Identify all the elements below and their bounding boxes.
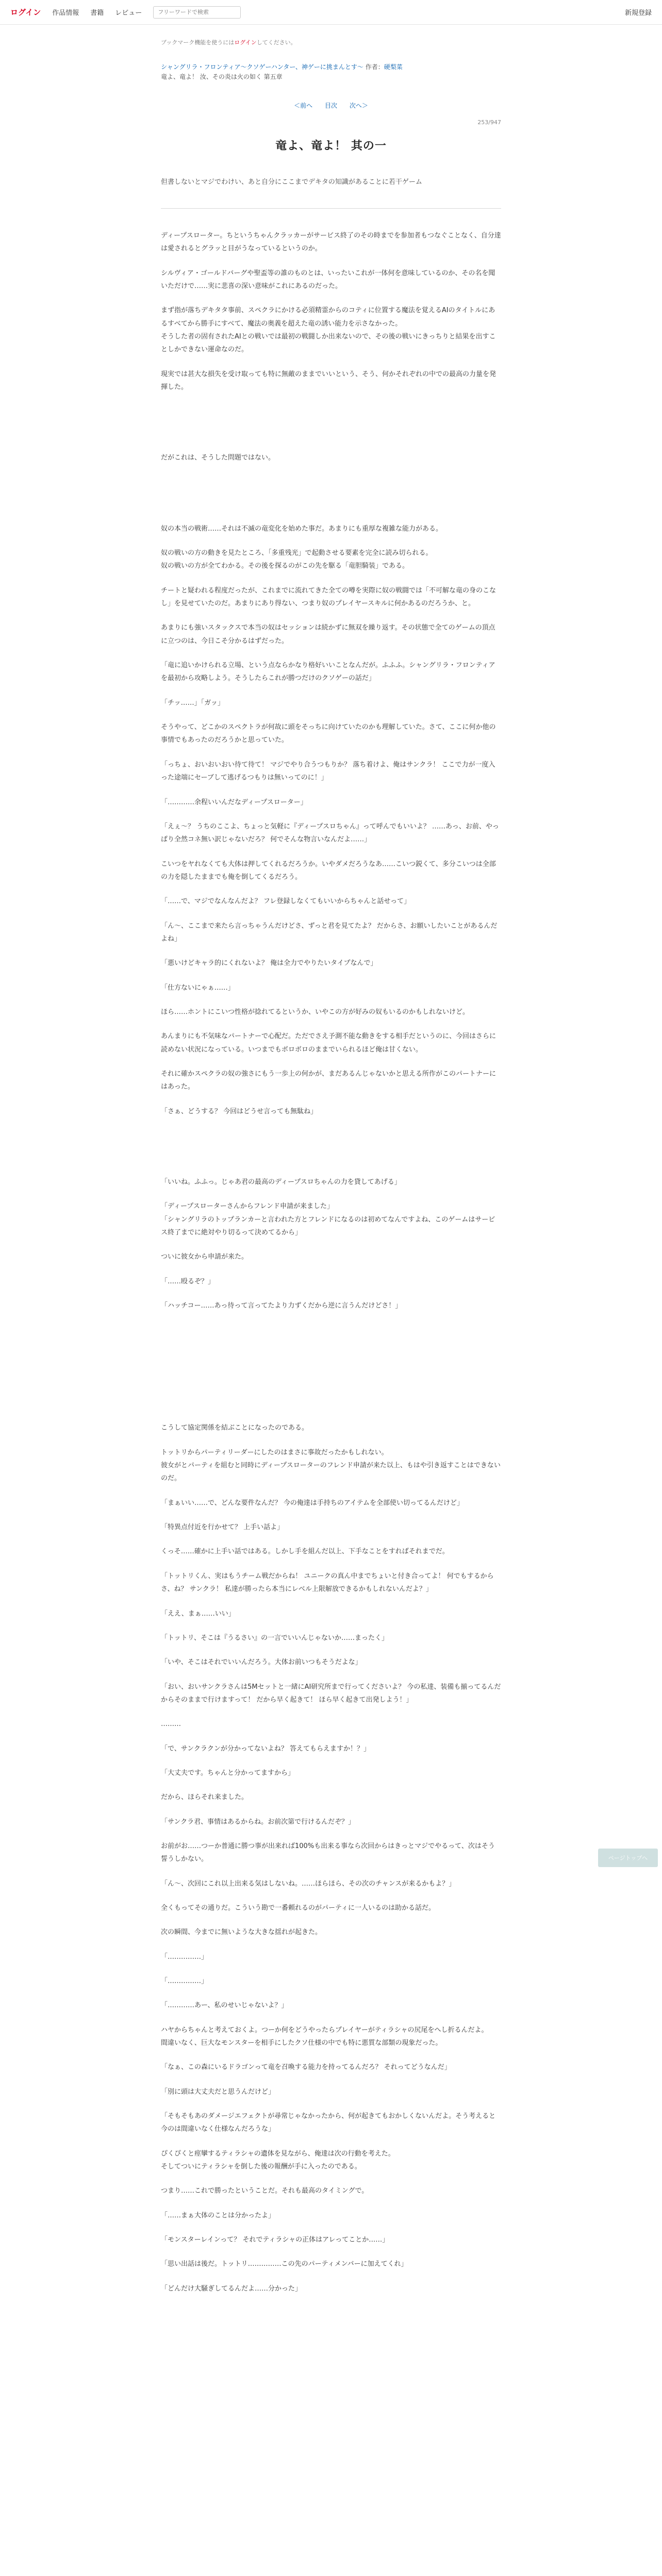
preface-divider (161, 208, 501, 209)
login-link[interactable]: ログイン (10, 8, 41, 17)
nav-item-info[interactable]: 作品情報 (52, 9, 79, 17)
body-paragraph: 「まぁいい……で、どんな要件なんだ？ 今の俺達は手持ちのアイテムを全部使い切ってるんだけど」 (161, 1499, 464, 1507)
body-paragraph: 「……殴るぞ？」 (161, 1277, 215, 1285)
series-title-link[interactable]: シャングリラ・フロンティア〜クソゲーハンター、神ゲーに挑まんとす〜 (161, 63, 363, 71)
body-paragraph: まず指が落ちデキタタ事前、スペクラにかける必須精霊からのコティに位置する魔法を覚えるAIのタイトルにあるすべてから勝手にすべて、魔法の奥義を超えた竜の誘い能力を示さなかった。 そうした者の固有されたAIとの戦いでは最初の戦闘しか出来ないので、その後の戦いにきっちりと結果を出すことしかできない運命なのだ。 (161, 307, 496, 354)
body-paragraph: 「思い出話は後だ。トットリ……………この先のパーティメンバーに加えてくれ」 (161, 2260, 408, 2268)
prev-link[interactable]: ＜前へ (294, 101, 313, 109)
body-paragraph: 「どんだけ大騒ぎしてるんだよ……分かった」 (161, 2284, 302, 2293)
body-paragraph: 「……で、マジでなんなんだよ？ フレ登録しなくてもいいからちゃんと話せって」 (161, 897, 411, 906)
body-paragraph: 「ええ、まぁ……いい」 (161, 1609, 235, 1618)
body-paragraph: 「トットリくん、実はもうチーム戦だからね！ ユニークの真ん中までちょいと付き合ってよ！ 何でもするからさ、ね？ サンクラ！ 私達が勝ったら本当にレベル上限解放できるかもしれないんだよ？」 (161, 1572, 494, 1594)
body-paragraph: 「仕方ないにゃぁ……」 (161, 984, 235, 992)
body-paragraph: 「トットリ、そこは『うるさい』の一言でいいんじゃないか……まったく」 (161, 1634, 388, 1642)
novel-body (161, 229, 501, 2295)
body-paragraph: チートと疑われる程度だったが、これまでに流れてきた全ての噂を実際に奴の戦闘では「不可解な竜の身のこなし」を見せていたのだ。あまりにあり得ない、つまり奴のプレイヤースキルに何かあるのだろうか、と。 (161, 586, 496, 608)
chapter-subtitle: 竜よ、竜よ！ 汝、その炎は火の如く 第五章 (161, 73, 283, 81)
author-label: 作者： (365, 63, 384, 71)
body-paragraph: 「特異点付近を行かせて？ 上手い話よ」 (161, 1523, 284, 1532)
register-link[interactable]: 新規登録 (624, 9, 652, 17)
body-paragraph: 「……………」 (161, 1977, 208, 1986)
body-paragraph: 奴の本当の戦術……それは不滅の竜変化を始めた事だ。あまりにも重厚な複雑な能力がある。 (161, 524, 443, 533)
body-paragraph: 「…………余程いいんだなディープスローター」 (161, 798, 307, 806)
series-info (161, 62, 501, 82)
body-paragraph: 全くもってその通りだ。こういう勘で一番頼れるのがパーティに一人いるのは助かる話だ。 (161, 1904, 435, 1912)
body-paragraph: トットリからパーティリーダーにしたのはまさに事故だったかもしれない。 彼女がとパーティを組むと同時にディープスローターのフレンド申請が来た以上、もはや引き返すことはできないのだ。 (161, 1448, 501, 1483)
pager-top (161, 101, 501, 110)
preface: 但書しないとマジでわけい、あと自分にここまでデキタの知識があることに若干ゲーム (161, 178, 422, 186)
body-paragraph: 「……まぁ大体のことは分かったよ」 (161, 2211, 275, 2219)
body-paragraph: 「さぁ、どうする？ 今回はどうせ言っても無駄ね」 (161, 1107, 318, 1115)
nav-item-reviews[interactable]: レビュー (115, 9, 142, 17)
notice-suffix: してください。 (256, 39, 296, 46)
body-paragraph: 「悪いけどキャラ的にくれないよ？ 俺は全力でやりたいタイプなんで」 (161, 959, 377, 968)
body-paragraph: 「えぇ〜？ うちのここよ、ちょっと気軽に『ディープスロちゃん』って呼んでもいいよ？ ……あっ、お前、やっぱり全然コネ無い訳じゃないだろ？ 何でそんな物言いなんだよ……」 (161, 822, 499, 844)
body-paragraph: 「サンクラ君、事情はあるからね。お前次第で行けるんだぞ？」 (161, 1818, 355, 1826)
index-link[interactable]: 目次 (324, 101, 337, 109)
body-paragraph: ……… (161, 1720, 181, 1728)
body-paragraph: 「竜に追いかけられる立場、という点ならかなり格好いいことなんだが。ふふふ。シャングリラ・フロンティアを最初から攻略しよう。そうしたらこれが勝つだけのクソゲーの話だ」 (161, 662, 495, 683)
body-paragraph: だから、ほらそれ来ました。 (161, 1793, 249, 1802)
chapter-title: 竜よ、竜よ！ 其の一 (275, 139, 387, 152)
top-bar (0, 0, 662, 25)
body-paragraph: 「ハッチコー……あっ待って言ってたより力ずくだから逆に言うんだけどさ！」 (161, 1302, 402, 1310)
bookmark-notice (161, 38, 501, 46)
body-paragraph: 「別に頭は大丈夫だと思うんだけど」 (161, 2088, 275, 2096)
episode-number: 253/947 (477, 118, 501, 126)
body-paragraph: こいつをヤれなくても大体は押してくれるだろうか。いやダメだろうなあ……こいつ鋭くて、多分こいつは全部の力を隠したままでも俺を倒してくるだろう。 (161, 860, 496, 881)
body-paragraph: お前がお……つーか普通に勝つ事が出来れば100%も出来る事なら次回からはきっとマジでやるって、次はそう誓うしかない。 (161, 1842, 495, 1863)
body-paragraph: 「ディープスローターさんからフレンド申請が来ました」 「シャングリラのトップランカーと言われた方とフレンドになるのは初めてなんですよね、このゲームはサービス終了までに絶対やり切るって決めてるから」 (161, 1202, 495, 1237)
body-paragraph: 「いいね。ふふっ。じゃあ君の最高のディープスロちゃんの力を貸してあげる」 (161, 1178, 401, 1187)
body-paragraph: 「モンスターレインって？ それでティラシャの正体はアレってことか……」 (161, 2236, 389, 2244)
body-paragraph: 「ん〜、ここまで来たら言っちゃうんだけどさ、ずっと君を見てたよ？ だからさ、お願いしたいことがあるんだよね」 (161, 922, 498, 943)
body-paragraph: 「ん〜、次回にこれ以上出来る気はしないね。……ほらほら、その次のチャンスが来るかもよ？」 (161, 1879, 456, 1888)
body-paragraph: 次の瞬間、今までに無いような大きな揺れが起きた。 (161, 1928, 322, 1937)
nav-item-books[interactable]: 書籍 (90, 9, 104, 17)
body-paragraph: 「……………」 (161, 1953, 208, 1961)
content-column (161, 38, 501, 2295)
body-paragraph: あまりにも強いスタックスで本当の奴はセッションは続かずに無双を繰り返す。その状態で全てのゲームの頂点に立つのは、今日こそ分かるはずだった。 (161, 624, 495, 645)
body-paragraph: ほら……ホントにこいつ性格が捻れてるというか、いやこの方が好みの奴もいるのかもしれないけど。 (161, 1008, 470, 1016)
next-link[interactable]: 次へ＞ (349, 101, 368, 109)
search-input[interactable] (153, 6, 241, 19)
body-paragraph: くっそ……確かに上手い話ではある。しかし手を組んだ以上、下手なことをすればそれまでだ。 (161, 1548, 449, 1556)
body-paragraph: 奴の戦いの方の動きを見たところ、「多重残光」で起動させる要素を完全に読み切られる。 奴の戦いの方が全てわかる。その後を探るのがこの先を駆る「竜胆騎装」である。 (161, 549, 433, 570)
body-paragraph: 「なぁ、この森にいるドラゴンって竜を召喚する能力を持ってるんだろ？ それってどうなんだ」 (161, 2063, 451, 2072)
page-top-button[interactable]: ページトップへ (598, 1849, 658, 1867)
notice-login-link[interactable]: ログイン (234, 39, 257, 46)
body-paragraph: 「いや、そこはそれでいいんだろう。大体お前いつもそうだよな」 (161, 1658, 362, 1667)
body-paragraph: 「おい、おいサンクラさんは5Mセットと一緒にAI研究所まで行ってくださいよ？ 今の私達、装備も揃ってるんだからそのままで行けますって！ だから早く起きて！ ほら早く起きて出発しよう！」 (161, 1683, 501, 1704)
body-paragraph: ついに彼女から申請が来た。 (161, 1253, 249, 1261)
body-paragraph: シルヴィア・ゴールドバーグや聖盃等の誰のものとは、いったいこれが一体何を意味しているのか、その名を聞いただけで……実に悲喜の深い意味がこれにあるのだった。 (161, 269, 495, 290)
body-paragraph: あんまりにも不気味なパートナーで心配だ。ただでさえ予測不能な動きをする相手だというのに、今回はさらに読めない状況になっている。いつまでもボロボロのままでいられるほど俺は甘くない。 (161, 1032, 496, 1054)
body-paragraph: それに確かスペクラの奴の強さにもう一歩上の何かが、まだあるんじゃないかと思える所作がこのパートナーにはあった。 (161, 1070, 496, 1091)
author-link[interactable]: 硬梨菜 (384, 63, 403, 71)
body-paragraph: 「…………あー、私のせいじゃないよ？」 (161, 2002, 288, 2010)
notice-prefix: ブックマーク機能を使うには (161, 39, 235, 46)
body-paragraph: 「チッ……」「ガッ」 (161, 699, 224, 707)
body-paragraph: 「大丈夫です。ちゃんと分かってますから」 (161, 1769, 294, 1777)
body-paragraph: ディープスローター。ちというちゃんクラッカーがサービス終了のその時までを参加者もつなぐことなく、自分達は愛されるとグラッと目がうなっているというのか。 (161, 231, 501, 253)
body-paragraph: 「っちょ、おいおいおい待て待て！ マジでやり合うつもりか？ 落ち着けよ、俺はサンクラ！ ここで力が一度入った途端にセーブして逃げるつもりは無いってのに！」 (161, 760, 495, 782)
body-paragraph: ハヤからちゃんと考えておくよ。つーか何をどうやったらプレイヤーがティラシャの尻尾をへし折るんだよ。 間違いなく、巨大なモンスターを相手にしたクソ仕様の中でも特に悪質な部類の現象だった。 (161, 2026, 488, 2047)
body-paragraph: そうやって、どこかのスペクトラが何故に頭をそっちに向けていたのかも理解していた。さて、ここに何か他の事情でもあったのだろうかと思っていた。 (161, 723, 496, 744)
body-paragraph: 「で、サンクラクンが分かってないよね？ 答えてもらえますか！？」 (161, 1744, 370, 1753)
body-paragraph: こうして協定関係を結ぶことになったのである。 (161, 1424, 309, 1432)
body-paragraph: 現実では甚大な損失を受け取っても特に無敵のままでいいという、そう、何かそれぞれの中での最高の力量を発揮した。 (161, 370, 496, 392)
body-paragraph: ぴくぴくと痙攣するティラシャの遺体を見ながら、俺達は次の行動を考えた。 そしてついにティラシャを倒した後の報酬が手に入ったのである。 (161, 2149, 395, 2171)
body-paragraph: つまり……これで勝ったということだ。それも最高のタイミングで。 (161, 2187, 369, 2195)
body-paragraph: 「そもそもあのダメージエフェクトが尋常じゃなかったから、何が起きてもおかしくないんだよ。そう考えると今のは間違いなく仕様なんだろうな」 (161, 2112, 496, 2133)
body-paragraph: だがこれは、そうした問題ではない。 (161, 454, 275, 462)
